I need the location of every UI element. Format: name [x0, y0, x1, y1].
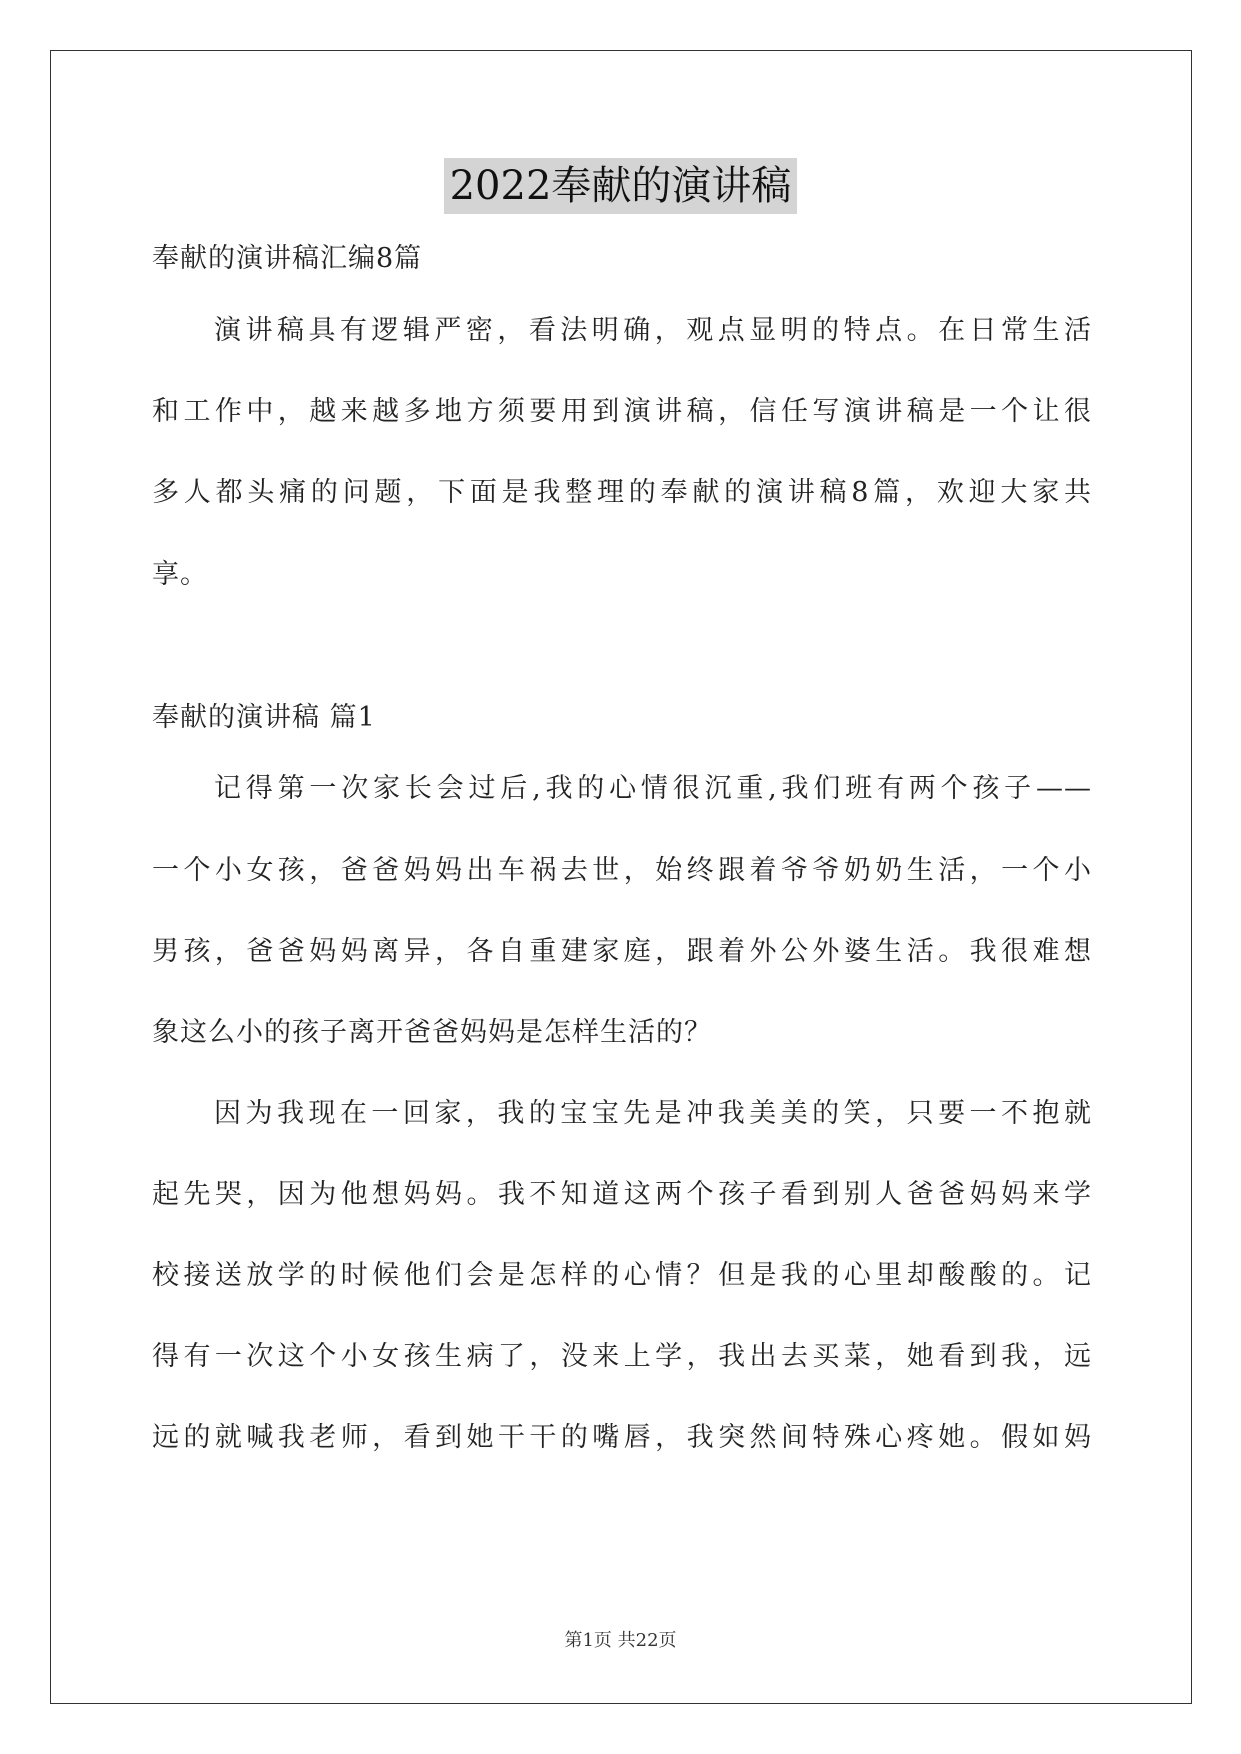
- paragraph-line: 校接送放学的时候他们会是怎样的心情？但是我的心里却酸酸的。记: [152, 1260, 1092, 1291]
- paragraph-line: 远的就喊我老师，看到她干干的嘴唇，我突然间特殊心疼她。假如妈: [152, 1422, 1092, 1453]
- section-heading: 奉献的演讲稿 篇1: [152, 702, 376, 733]
- paragraph-line: 得有一次这个小女孩生病了，没来上学，我出去买菜，她看到我，远: [152, 1341, 1092, 1372]
- paragraph-line: 一个小女孩，爸爸妈妈出车祸去世，始终跟着爷爷奶奶生活，一个小: [152, 855, 1092, 886]
- document-subtitle: 奉献的演讲稿汇编8篇: [152, 243, 423, 274]
- paragraph-line: 记得第一次家长会过后,我的心情很沉重,我们班有两个孩子——: [214, 773, 1092, 804]
- page-number: 第1页 共22页: [564, 1630, 677, 1651]
- paragraph-line: 男孩，爸爸妈妈离异，各自重建家庭，跟着外公外婆生活。我很难想: [152, 936, 1092, 967]
- paragraph-line: 因为我现在一回家，我的宝宝先是冲我美美的笑，只要一不抱就: [214, 1098, 1092, 1129]
- paragraph-line: 象这么小的孩子离开爸爸妈妈是怎样生活的？: [152, 1017, 712, 1048]
- paragraph-line: 起先哭，因为他想妈妈。我不知道这两个孩子看到别人爸爸妈妈来学: [152, 1179, 1092, 1210]
- document-title-text: 2022奉献的演讲稿: [444, 158, 798, 214]
- intro-line: 演讲稿具有逻辑严密，看法明确，观点显明的特点。在日常生活: [214, 315, 1092, 346]
- intro-line: 享。: [152, 559, 208, 590]
- document-title: [0, 158, 1241, 222]
- intro-line: 和工作中，越来越多地方须要用到演讲稿，信任写演讲稿是一个让很: [152, 396, 1092, 427]
- intro-line: 多人都头痛的问题，下面是我整理的奉献的演讲稿8篇，欢迎大家共: [152, 477, 1092, 508]
